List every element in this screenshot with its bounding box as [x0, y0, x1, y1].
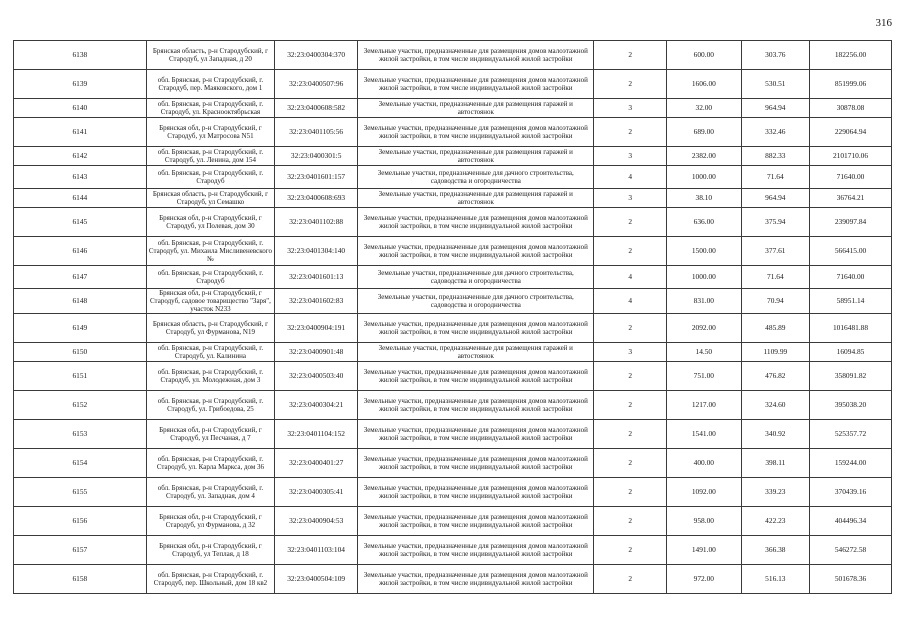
table-row [14, 507, 892, 536]
table-row [14, 41, 892, 70]
area-cell: 14.50 [667, 343, 742, 362]
address-cell: обл. Брянская, р-н Стародубский, г. Стародуб, ул. Карла Маркса, дом 36 [146, 449, 275, 478]
address-cell: Брянская область, р-н Стародубский, г Стародуб, ул Семашко [146, 189, 275, 208]
cadastral-value-cell: 182256.00 [810, 41, 892, 70]
cadastral-value-cell: 58951.14 [810, 289, 892, 314]
land-use-cell: Земельные участки, предназначенные для размещения домов малоэтажной жилой застройки, в том числе индивидуальной жилой застройки [358, 449, 594, 478]
usage-group-cell: 4 [594, 166, 667, 189]
table-row [14, 314, 892, 343]
cadastral-number-cell: 32:23:0401601:157 [275, 166, 358, 189]
row-number-cell: 6145 [14, 208, 147, 237]
land-use-cell: Земельные участки, предназначенные для размещения домов малоэтажной жилой застройки, в том числе индивидуальной жилой застройки [358, 237, 594, 266]
cadastral-number-cell: 32:23:0400608:693 [275, 189, 358, 208]
cadastral-value-cell: 2101710.06 [810, 147, 892, 166]
land-use-cell: Земельные участки, предназначенные для размещения гаражей и автостоянок [358, 147, 594, 166]
table-row [14, 99, 892, 118]
table-row [14, 147, 892, 166]
usage-group-cell: 3 [594, 343, 667, 362]
usage-group-cell: 2 [594, 565, 667, 594]
address-cell: обл. Брянская, р-н Стародубский, г. Стародуб, ул. Молодежная, дом 3 [146, 362, 275, 391]
row-number-cell: 6153 [14, 420, 147, 449]
area-cell: 958.00 [667, 507, 742, 536]
usage-group-cell: 2 [594, 237, 667, 266]
land-use-cell: Земельные участки, предназначенные для размещения домов малоэтажной жилой застройки, в том числе индивидуальной жилой застройки [358, 536, 594, 565]
address-cell: обл. Брянская, р-н Стародубский, г. Стародуб, ул. Михаила Мисливеневского № [146, 237, 275, 266]
table-row [14, 166, 892, 189]
cadastral-value-cell: 36764.21 [810, 189, 892, 208]
land-use-cell: Земельные участки, предназначенные для размещения домов малоэтажной жилой застройки, в том числе индивидуальной жилой застройки [358, 314, 594, 343]
cadastral-number-cell: 32:23:0400301:5 [275, 147, 358, 166]
usage-group-cell: 4 [594, 289, 667, 314]
specific-value-cell: 377.61 [741, 237, 809, 266]
land-use-cell: Земельные участки, предназначенные для размещения домов малоэтажной жилой застройки, в том числе индивидуальной жилой застройки [358, 41, 594, 70]
table-row [14, 118, 892, 147]
area-cell: 831.00 [667, 289, 742, 314]
usage-group-cell: 3 [594, 99, 667, 118]
cadastral-value-cell: 501678.36 [810, 565, 892, 594]
area-cell: 1000.00 [667, 266, 742, 289]
area-cell: 32.00 [667, 99, 742, 118]
area-cell: 1491.00 [667, 536, 742, 565]
cadastral-number-cell: 32:23:0400304:370 [275, 41, 358, 70]
specific-value-cell: 530.51 [741, 70, 809, 99]
row-number-cell: 6154 [14, 449, 147, 478]
cadastral-value-cell: 546272.58 [810, 536, 892, 565]
area-cell: 600.00 [667, 41, 742, 70]
usage-group-cell: 2 [594, 41, 667, 70]
address-cell: обл. Брянская, р-н Стародубский, г. Стародуб, ул. Краснооктябрьская [146, 99, 275, 118]
table-row [14, 237, 892, 266]
address-cell: Брянская обл, р-н Стародубский, г Стародуб, ул Теплая, д 18 [146, 536, 275, 565]
area-cell: 2382.00 [667, 147, 742, 166]
cadastral-value-cell: 239097.84 [810, 208, 892, 237]
row-number-cell: 6155 [14, 478, 147, 507]
land-use-cell: Земельные участки, предназначенные для дачного строительства, садоводства и огородничества [358, 166, 594, 189]
land-use-cell: Земельные участки, предназначенные для дачного строительства, садоводства и огородничества [358, 266, 594, 289]
land-use-cell: Земельные участки, предназначенные для дачного строительства, садоводства и огородничества [358, 289, 594, 314]
cadastral-value-cell: 229064.94 [810, 118, 892, 147]
cadastral-value-cell: 71640.00 [810, 166, 892, 189]
table-row [14, 449, 892, 478]
address-cell: обл. Брянская, р-н Стародубский, г. Стародуб, ул. Ленина, дом 154 [146, 147, 275, 166]
specific-value-cell: 375.94 [741, 208, 809, 237]
address-cell: обл. Брянская, р-н Стародубский, г. Стародуб, пер. Школьный, дом 18 кв2 [146, 565, 275, 594]
table-row [14, 208, 892, 237]
specific-value-cell: 366.38 [741, 536, 809, 565]
area-cell: 1541.00 [667, 420, 742, 449]
specific-value-cell: 964.94 [741, 189, 809, 208]
usage-group-cell: 4 [594, 266, 667, 289]
cadastral-number-cell: 32:23:0400504:109 [275, 565, 358, 594]
row-number-cell: 6151 [14, 362, 147, 391]
address-cell: обл. Брянская, р-н Стародубский, г. Стародуб, пер. Маяковского, дом 1 [146, 70, 275, 99]
specific-value-cell: 324.60 [741, 391, 809, 420]
usage-group-cell: 2 [594, 536, 667, 565]
cadastral-number-cell: 32:23:0400305:41 [275, 478, 358, 507]
cadastral-number-cell: 32:23:0400507:96 [275, 70, 358, 99]
land-use-cell: Земельные участки, предназначенные для размещения гаражей и автостоянок [358, 99, 594, 118]
table-row [14, 266, 892, 289]
land-use-cell: Земельные участки, предназначенные для размещения гаражей и автостоянок [358, 189, 594, 208]
specific-value-cell: 71.64 [741, 266, 809, 289]
table-row [14, 391, 892, 420]
usage-group-cell: 2 [594, 208, 667, 237]
cadastral-value-cell: 370439.16 [810, 478, 892, 507]
row-number-cell: 6140 [14, 99, 147, 118]
usage-group-cell: 2 [594, 314, 667, 343]
register-body [14, 41, 892, 594]
specific-value-cell: 71.64 [741, 166, 809, 189]
cadastral-value-cell: 566415.00 [810, 237, 892, 266]
cadastral-value-cell: 851999.06 [810, 70, 892, 99]
row-number-cell: 6144 [14, 189, 147, 208]
area-cell: 1500.00 [667, 237, 742, 266]
land-use-cell: Земельные участки, предназначенные для размещения домов малоэтажной жилой застройки, в том числе индивидуальной жилой застройки [358, 420, 594, 449]
specific-value-cell: 882.33 [741, 147, 809, 166]
row-number-cell: 6148 [14, 289, 147, 314]
land-use-cell: Земельные участки, предназначенные для размещения домов малоэтажной жилой застройки, в том числе индивидуальной жилой застройки [358, 208, 594, 237]
area-cell: 1217.00 [667, 391, 742, 420]
row-number-cell: 6152 [14, 391, 147, 420]
address-cell: Брянская область, р-н Стародубский, г Стародуб, ул Фурманова, N19 [146, 314, 275, 343]
row-number-cell: 6150 [14, 343, 147, 362]
row-number-cell: 6142 [14, 147, 147, 166]
cadastral-number-cell: 32:23:0400401:27 [275, 449, 358, 478]
cadastral-number-cell: 32:23:0401102:88 [275, 208, 358, 237]
area-cell: 1092.00 [667, 478, 742, 507]
cadastral-number-cell: 32:23:0400503:40 [275, 362, 358, 391]
cadastral-value-cell: 358091.82 [810, 362, 892, 391]
row-number-cell: 6143 [14, 166, 147, 189]
address-cell: обл. Брянская, р-н Стародубский, г. Стародуб, ул. Калинина [146, 343, 275, 362]
table-row [14, 343, 892, 362]
row-number-cell: 6146 [14, 237, 147, 266]
specific-value-cell: 332.46 [741, 118, 809, 147]
address-cell: обл. Брянская, р-н Стародубский, г. Стародуб [146, 166, 275, 189]
land-plot-register-table [13, 40, 892, 594]
specific-value-cell: 485.89 [741, 314, 809, 343]
land-use-cell: Земельные участки, предназначенные для размещения гаражей и автостоянок [358, 343, 594, 362]
land-use-cell: Земельные участки, предназначенные для размещения домов малоэтажной жилой застройки, в том числе индивидуальной жилой застройки [358, 507, 594, 536]
specific-value-cell: 398.11 [741, 449, 809, 478]
address-cell: Брянская область, р-н Стародубский, г Стародуб, ул Западная, д 20 [146, 41, 275, 70]
cadastral-value-cell: 16094.85 [810, 343, 892, 362]
area-cell: 38.10 [667, 189, 742, 208]
table-row [14, 420, 892, 449]
row-number-cell: 6149 [14, 314, 147, 343]
row-number-cell: 6158 [14, 565, 147, 594]
address-cell: обл. Брянская, р-н Стародубский, г. Стародуб, ул. Западная, дом 4 [146, 478, 275, 507]
area-cell: 689.00 [667, 118, 742, 147]
land-use-cell: Земельные участки, предназначенные для размещения домов малоэтажной жилой застройки, в том числе индивидуальной жилой застройки [358, 118, 594, 147]
area-cell: 751.00 [667, 362, 742, 391]
specific-value-cell: 422.23 [741, 507, 809, 536]
usage-group-cell: 3 [594, 189, 667, 208]
specific-value-cell: 340.92 [741, 420, 809, 449]
table-row [14, 536, 892, 565]
usage-group-cell: 2 [594, 70, 667, 99]
specific-value-cell: 303.76 [741, 41, 809, 70]
area-cell: 1000.00 [667, 166, 742, 189]
specific-value-cell: 964.94 [741, 99, 809, 118]
address-cell: обл. Брянская, р-н Стародубский, г. Стародуб [146, 266, 275, 289]
cadastral-number-cell: 32:23:0401104:152 [275, 420, 358, 449]
row-number-cell: 6138 [14, 41, 147, 70]
land-use-cell: Земельные участки, предназначенные для размещения домов малоэтажной жилой застройки, в том числе индивидуальной жилой застройки [358, 70, 594, 99]
table-row [14, 565, 892, 594]
cadastral-value-cell: 159244.00 [810, 449, 892, 478]
cadastral-number-cell: 32:23:0400304:21 [275, 391, 358, 420]
usage-group-cell: 2 [594, 391, 667, 420]
land-use-cell: Земельные участки, предназначенные для размещения домов малоэтажной жилой застройки, в том числе индивидуальной жилой застройки [358, 362, 594, 391]
address-cell: Брянская обл, р-н Стародубский, г Стародуб, садовое товарищество "Заря", участок N233 [146, 289, 275, 314]
cadastral-value-cell: 71640.00 [810, 266, 892, 289]
area-cell: 2092.00 [667, 314, 742, 343]
table-row [14, 362, 892, 391]
specific-value-cell: 516.13 [741, 565, 809, 594]
table-row [14, 289, 892, 314]
cadastral-number-cell: 32:23:0401602:83 [275, 289, 358, 314]
cadastral-number-cell: 32:23:0400904:191 [275, 314, 358, 343]
cadastral-value-cell: 1016481.88 [810, 314, 892, 343]
cadastral-number-cell: 32:23:0401601:13 [275, 266, 358, 289]
specific-value-cell: 476.82 [741, 362, 809, 391]
usage-group-cell: 3 [594, 147, 667, 166]
address-cell: обл. Брянская, р-н Стародубский, г. Стародуб, ул. Грибоедова, 25 [146, 391, 275, 420]
usage-group-cell: 2 [594, 118, 667, 147]
cadastral-value-cell: 525357.72 [810, 420, 892, 449]
address-cell: Брянская обл, р-н Стародубский, г Стародуб, ул Фурманова, д 32 [146, 507, 275, 536]
cadastral-number-cell: 32:23:0401304:140 [275, 237, 358, 266]
address-cell: Брянская обл, р-н Стародубский, г Стародуб, ул Матросова N51 [146, 118, 275, 147]
specific-value-cell: 339.23 [741, 478, 809, 507]
usage-group-cell: 2 [594, 420, 667, 449]
usage-group-cell: 2 [594, 478, 667, 507]
cadastral-number-cell: 32:23:0400901:48 [275, 343, 358, 362]
area-cell: 1606.00 [667, 70, 742, 99]
area-cell: 636.00 [667, 208, 742, 237]
land-use-cell: Земельные участки, предназначенные для размещения домов малоэтажной жилой застройки, в том числе индивидуальной жилой застройки [358, 478, 594, 507]
usage-group-cell: 2 [594, 449, 667, 478]
row-number-cell: 6157 [14, 536, 147, 565]
specific-value-cell: 1109.99 [741, 343, 809, 362]
page-number: 316 [875, 17, 892, 29]
land-use-cell: Земельные участки, предназначенные для размещения домов малоэтажной жилой застройки, в том числе индивидуальной жилой застройки [358, 391, 594, 420]
cadastral-value-cell: 395038.20 [810, 391, 892, 420]
cadastral-number-cell: 32:23:0400608:582 [275, 99, 358, 118]
address-cell: Брянская обл, р-н Стародубский, г Стародуб, ул Полевая, дом 30 [146, 208, 275, 237]
row-number-cell: 6147 [14, 266, 147, 289]
row-number-cell: 6156 [14, 507, 147, 536]
row-number-cell: 6141 [14, 118, 147, 147]
usage-group-cell: 2 [594, 362, 667, 391]
table-row [14, 478, 892, 507]
cadastral-value-cell: 30878.08 [810, 99, 892, 118]
cadastral-number-cell: 32:23:0401103:104 [275, 536, 358, 565]
cadastral-number-cell: 32:23:0400904:53 [275, 507, 358, 536]
land-use-cell: Земельные участки, предназначенные для размещения домов малоэтажной жилой застройки, в том числе индивидуальной жилой застройки [358, 565, 594, 594]
row-number-cell: 6139 [14, 70, 147, 99]
address-cell: Брянская обл, р-н Стародубский, г Стародуб, ул Песчаная, д 7 [146, 420, 275, 449]
table-row [14, 189, 892, 208]
area-cell: 972.00 [667, 565, 742, 594]
cadastral-value-cell: 404496.34 [810, 507, 892, 536]
usage-group-cell: 2 [594, 507, 667, 536]
cadastral-number-cell: 32:23:0401105:56 [275, 118, 358, 147]
table-row [14, 70, 892, 99]
specific-value-cell: 70.94 [741, 289, 809, 314]
area-cell: 400.00 [667, 449, 742, 478]
